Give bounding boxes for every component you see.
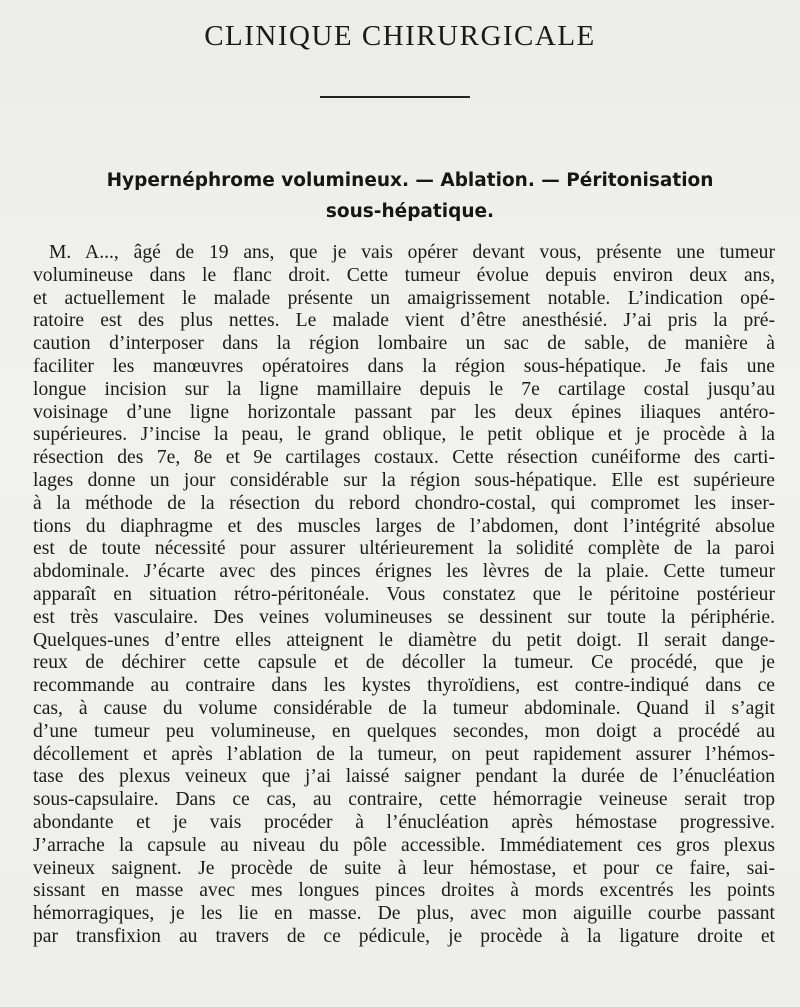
body-line: cas, à cause du volume considérable de la tumeur abdominale. Quand il s’agit — [33, 697, 775, 719]
header-divider — [320, 96, 470, 98]
article-title — [50, 165, 770, 227]
body-line: veineux saignent. Je procède de suite à leur hémostase, et pour ce faire, sai- — [33, 857, 775, 879]
article-body — [33, 242, 775, 949]
body-line: par transfixion au travers de ce pédicule, je procède à la ligature droite et — [33, 925, 775, 947]
body-line: Quelques-unes d’entre elles atteignent le diamètre du petit doigt. Il serait dange- — [33, 629, 775, 651]
body-line: supérieures. J’incise la peau, le grand oblique, le petit oblique et je procède à la — [33, 424, 775, 446]
body-line: longue incision sur la ligne mamillaire depuis le 7e cartilage costal jusqu’au — [33, 378, 775, 400]
body-line: sissant en masse avec mes longues pinces droites à mords excentrés les points — [33, 880, 775, 902]
body-line: à la méthode de la résection du rebord chondro-costal, qui compromet les inser- — [33, 492, 775, 514]
running-header: CLINIQUE CHIRURGICALE — [204, 20, 596, 52]
body-line: abdominale. J’écarte avec des pinces érignes les lèvres de la plaie. Cette tumeur — [33, 561, 775, 583]
body-line: abondante et je vais procéder à l’énucléation après hémostase progressive. — [33, 811, 775, 833]
body-line: caution d’interposer dans la région lombaire un sac de sable, de manière à — [33, 333, 775, 355]
body-line: tions du diaphragme et des muscles larges de l’abdomen, dont l’intégrité absolue — [33, 515, 775, 537]
body-line: d’une tumeur peu volumineuse, en quelques secondes, mon doigt a procédé au — [33, 720, 775, 742]
body-line: lages donne un jour considérable sur la région sous-hépatique. Elle est supérieure — [33, 469, 775, 491]
body-line: faciliter les manœuvres opératoires dans la région sous-hépatique. Je fais une — [33, 355, 775, 377]
body-line: ratoire est des plus nettes. Le malade vient d’être anesthésié. J’ai pris la pré- — [33, 310, 775, 332]
body-line: et actuellement le malade présente un amaigrissement notable. L’indication opé- — [33, 287, 775, 309]
body-line: J’arrache la capsule au niveau du pôle accessible. Immédiatement ces gros plexus — [33, 834, 775, 856]
body-line: M. A..., âgé de 19 ans, que je vais opérer devant vous, présente une tumeur — [49, 242, 775, 263]
article-title-line-2: sous-hépatique. — [325, 201, 495, 222]
body-line: volumineuse dans le flanc droit. Cette tumeur évolue depuis environ deux ans, — [33, 264, 775, 286]
body-line: hémorragiques, je les lie en masse. De plus, avec mon aiguille courbe passant — [33, 903, 775, 925]
body-line: apparaît en situation rétro-péritonéale. Vous constatez que le péritoine postérieur — [33, 583, 775, 605]
body-line: décollement et après l’ablation de la tumeur, on peut rapidement assurer l’hémos- — [33, 743, 775, 765]
body-line: tase des plexus veineux que j’ai laissé saigner pendant la durée de l’énucléation — [33, 766, 775, 788]
body-line: reux de déchirer cette capsule et de décoller la tumeur. Ce procédé, que je — [33, 652, 775, 674]
body-line: recommande au contraire dans les kystes thyroïdiens, est contre-indiqué dans ce — [33, 675, 775, 697]
body-line: résection des 7e, 8e et 9e cartilages costaux. Cette résection cunéiforme des carti- — [33, 447, 775, 469]
body-line: sous-capsulaire. Dans ce cas, au contraire, cette hémorragie veineuse serait trop — [33, 789, 775, 811]
body-line: est de toute nécessité pour assurer ultérieurement la solidité complète de la paroi — [33, 538, 775, 560]
body-line: est très vasculaire. Des veines volumineuses se dessinent sur toute la périphérie. — [33, 606, 775, 628]
article-title-line-1: Hypernéphrome volumineux. — Ablation. — Péritonisation — [106, 170, 714, 191]
body-line: voisinage d’une ligne horizontale passant par les deux épines iliaques antéro- — [33, 401, 775, 423]
